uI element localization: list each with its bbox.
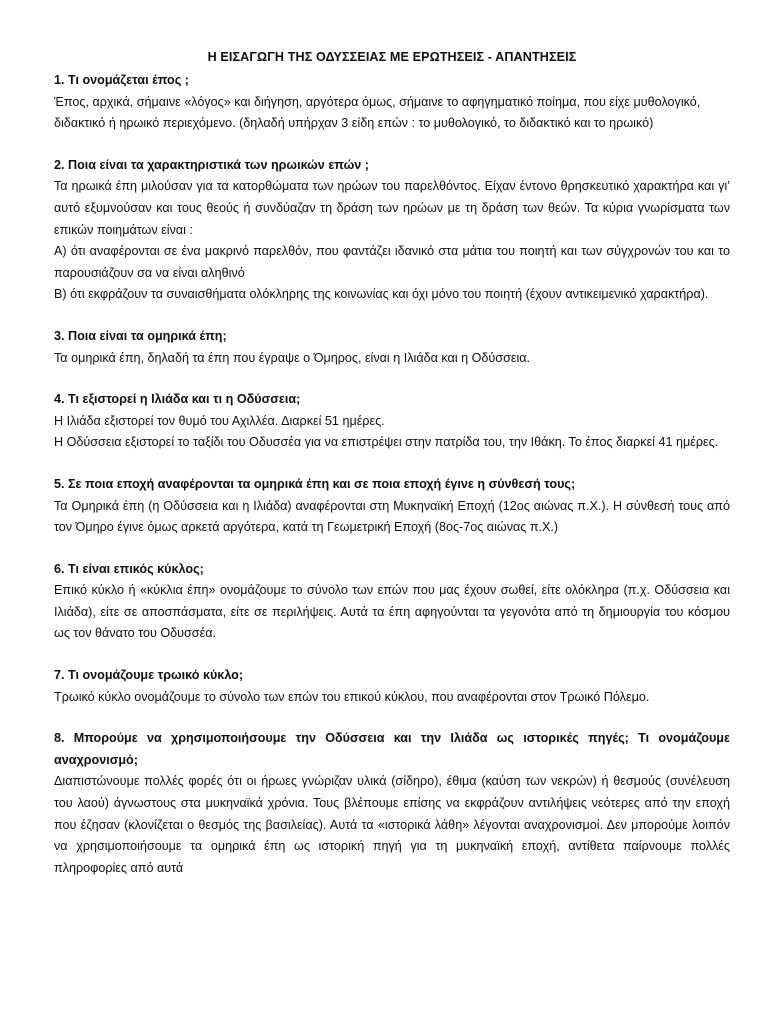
question-heading: 4. Τι εξιστορεί η Ιλιάδα και τι η Οδύσσεια; xyxy=(54,392,301,407)
answer-paragraph: Η Ιλιάδα εξιστορεί τον θυμό του Αχιλλέα. Διαρκεί 51 ημέρες. xyxy=(54,413,385,428)
qa-section-4 xyxy=(54,389,730,454)
answer-paragraph: Τρωικό κύκλο ονομάζουμε το σύνολο των επών του επικού κύκλου, που αναφέρονται στον Τρωικό Πόλεμο. xyxy=(54,689,650,704)
question-heading: 8. Μπορούμε να χρησιμοποιήσουμε την Οδύσσεια και την Ιλιάδα ως ιστορικές πηγές; Τι ονομάζουμε αναχρονισμό; xyxy=(54,731,730,767)
document-page xyxy=(54,48,730,899)
answer-paragraph: Η Οδύσσεια εξιστορεί το ταξίδι του Οδυσσέα για να επιστρέψει στην πατρίδα του, την Ιθάκη. Το έπος διαρκεί 41 ημέρες. xyxy=(54,435,719,450)
answer-paragraph: Έπος, αρχικά, σήμαινε «λόγος» και διήγηση, αργότερα όμως, σήμαινε το αφηγηματικό ποίημα, που είχε μυθολογικό, διδακτικό ή ηρωικό περιεχόμενο. (δηλαδή υπήρχαν 3 είδη επών : το μυθολογικό, το διδακτικό και το ηρωικό) xyxy=(54,94,701,131)
answer-paragraph: Α) ότι αναφέρονται σε ένα μακρινό παρελθόν, που φαντάζει ιδανικό στα μάτια του ποιητή και των σύγχρονών του και το παρουσιάζουν σα να είναι αληθινό xyxy=(54,244,730,280)
qa-section-2 xyxy=(54,155,730,306)
answer-paragraph: Επικό κύκλο ή «κύκλια έπη» ονομάζουμε το σύνολο των επών που μας έχουν σωθεί, είτε ολόκληρα (π.χ. Οδύσσεια και Ιλιάδα), είτε σε αποσπάσματα, είτε σε περιλήψεις. Αυτά τα έπη αφηγούνται τα γεγονότα από τη δημιουργία του κόσμου ως τον θάνατο του Οδυσσέα. xyxy=(54,583,730,641)
qa-section-3 xyxy=(54,326,730,369)
question-heading: 3. Ποια είναι τα ομηρικά έπη; xyxy=(54,328,227,343)
qa-section-8 xyxy=(54,728,730,879)
question-heading: 5. Σε ποια εποχή αναφέρονται τα ομηρικά έπη και σε ποια εποχή έγινε η σύνθεσή τους; xyxy=(54,476,576,491)
qa-section-5 xyxy=(54,474,730,539)
question-heading: 7. Τι ονομάζουμε τρωικό κύκλο; xyxy=(54,668,244,683)
qa-section-1 xyxy=(54,70,730,135)
question-heading: 1. Τι ονομάζεται έπος ; xyxy=(54,73,189,87)
answer-paragraph: Τα ομηρικά έπη, δηλαδή τα έπη που έγραψε ο Όμηρος, είναι η Ιλιάδα και η Οδύσσεια. xyxy=(54,350,531,365)
qa-section-7 xyxy=(54,665,730,708)
document-title: Η ΕΙΣΑΓΩΓΗ ΤΗΣ ΟΔΥΣΣΕΙΑΣ ΜΕ ΕΡΩΤΗΣΕΙΣ - ΑΠΑΝΤΗΣΕΙΣ xyxy=(207,50,577,64)
answer-paragraph: Τα Ομηρικά έπη (η Οδύσσεια και η Ιλιάδα) αναφέρονται στη Μυκηναϊκή Εποχή (12ος αιώνας π.Χ.). Η σύνθεσή τους από τον Όμηρο έγινε όμως αρκετά αργότερα, κατά τη Γεωμετρική Εποχή (8ος-7ος αιώνας π.Χ.) xyxy=(54,498,730,535)
question-heading: 6. Τι είναι επικός κύκλος; xyxy=(54,561,204,576)
qa-section-6 xyxy=(54,559,730,645)
answer-paragraph: Τα ηρωικά έπη μιλούσαν για τα κατορθώματα των ηρώων του παρελθόντος. Είχαν έντονο θρησκευτικό χαρακτήρα και γι’ αυτό εξυμνούσαν και τους θεούς ή συνδύαζαν τη δράση των ηρώων με τη δράση των θεών. Τα κύρια γνωρίσματα των επικών ποιημάτων είναι : xyxy=(54,179,730,237)
answer-paragraph: Διαπιστώνουμε πολλές φορές ότι οι ήρωες γνώριζαν υλικά (σίδηρο), έθιμα (καύση των νεκρών) ή θεσμούς (συνέλευση του λαού) άγνωστους στα μυκηναϊκά χρόνια. Τους βλέπουμε επίσης να εκφράζουν αντιλήψεις νεότερες από την εποχή που έζησαν (κλονίζεται ο θεσμός της βασιλείας). Αυτά τα «ιστορικά λάθη» λέγονται αναχρονισμοί. Δεν μπορούμε λοιπόν να χρησιμοποιήσουμε τα ομηρικά έπη ως ιστορική πηγή για τη μυκηναϊκή εποχή, αντίθετα παίρνουμε πολλές πληροφορίες από αυτά xyxy=(54,774,730,875)
answer-paragraph: Β) ότι εκφράζουν τα συναισθήματα ολόκληρης της κοινωνίας και όχι μόνο του ποιητή (έχουν αντικειμενικό χαρακτήρα). xyxy=(54,287,709,302)
question-heading: 2. Ποια είναι τα χαρακτηριστικά των ηρωικών επών ; xyxy=(54,157,369,172)
